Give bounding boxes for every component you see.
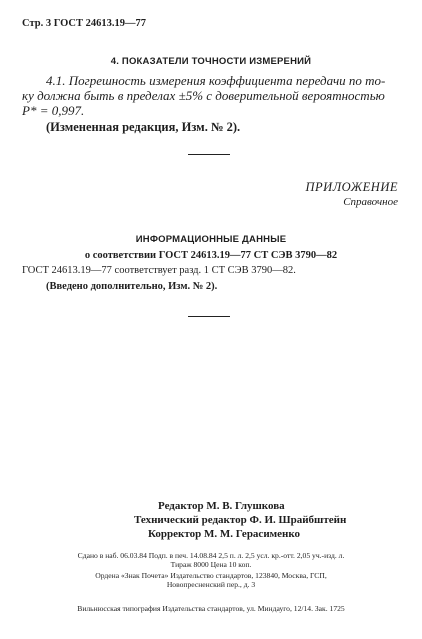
imprint-line-1b: Тираж 8000 Цена 10 коп. (170, 560, 252, 569)
paragraph-line-2: ку должна быть в пределах ±5% с доверительной вероятностью (22, 88, 385, 103)
imprint-line-3: Новопресненский пер., д. 3 (166, 580, 256, 589)
paragraph-line-1: 4.1. Погрешность измерения коэффициента передачи по то- (46, 73, 386, 88)
divider-rule (188, 154, 230, 155)
appendix-subtitle: Справочное (343, 196, 398, 208)
info-title: ИНФОРМАЦИОННЫЕ ДАННЫЕ (135, 234, 287, 245)
imprint-line-1: Сдано в наб. 06.03.84 Подп. в печ. 14.08.84 2,5 п. л. 2,5 усл. кр.-отт. 2,05 уч.-изд. л. (77, 551, 345, 560)
divider-rule (188, 316, 230, 317)
info-correspondence: о соответствии ГОСТ 24613.19—77 СТ СЭВ 3790—82 (84, 250, 338, 261)
corrector-credit: Корректор М. М. Герасименко (148, 528, 301, 540)
editor-credit: Редактор М. В. Глушкова (158, 500, 285, 512)
paragraph-line-3: P* = 0,997. (22, 103, 85, 118)
appendix-title: ПРИЛОЖЕНИЕ (305, 180, 398, 194)
amendment-note-2: (Введено дополнительно, Изм. № 2). (46, 281, 218, 292)
imprint-line-4: Вильнюсская типография Издательства стандартов, ул. Миндауго, 12/14. Зак. 1725 (77, 604, 345, 613)
info-line: ГОСТ 24613.19—77 соответствует разд. 1 СТ СЭВ 3790—82. (22, 265, 296, 276)
page-header: Стр. 3 ГОСТ 24613.19—77 (22, 18, 146, 29)
section-title: 4. ПОКАЗАТЕЛИ ТОЧНОСТИ ИЗМЕРЕНИЙ (110, 56, 312, 67)
tech-editor-credit: Технический редактор Ф. И. Шрайбштейн (134, 514, 347, 526)
amendment-note-1: (Измененная редакция, Изм. № 2). (46, 120, 241, 134)
imprint-line-2: Ордена «Знак Почета» Издательство стандартов, 123840, Москва, ГСП, (95, 571, 327, 580)
